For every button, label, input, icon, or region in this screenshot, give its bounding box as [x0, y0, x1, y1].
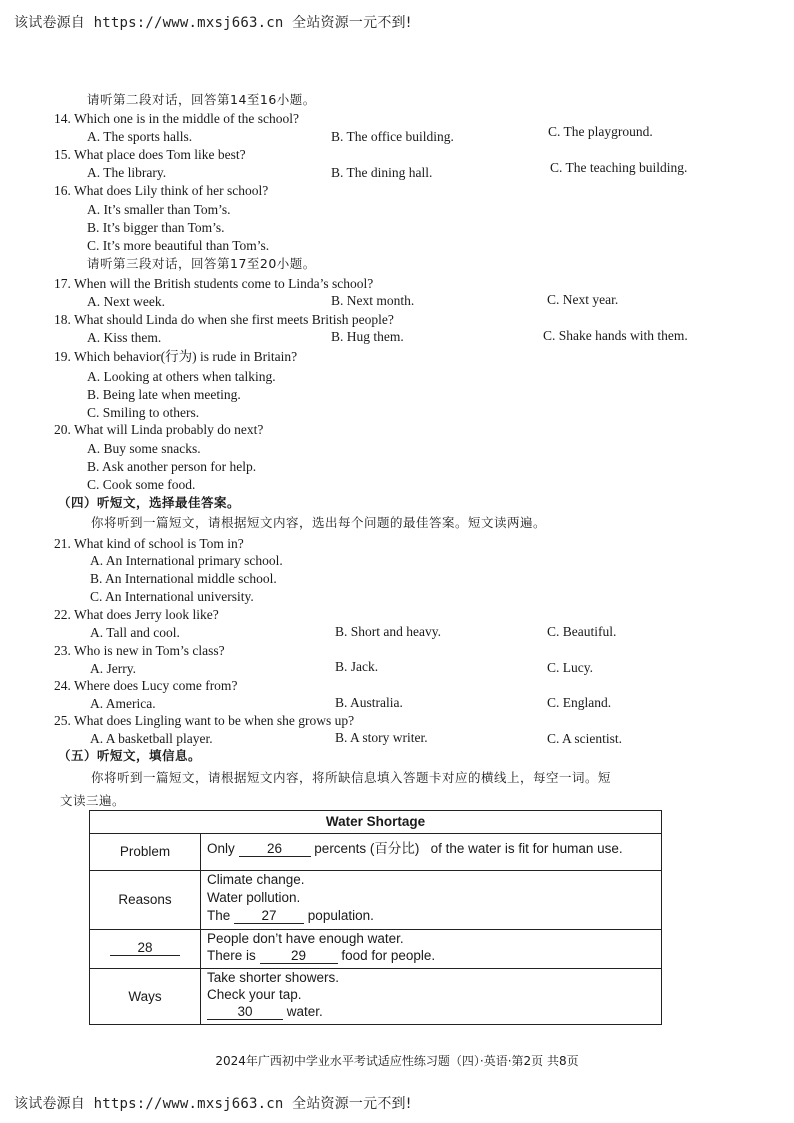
question-line: A. Tall and cool. [90, 625, 180, 640]
instruction-line: 你将听到一篇短文，请根据短文内容，选出每个问题的最佳答案。短文读两遍。 [91, 515, 547, 530]
ways-label: Ways [90, 968, 201, 1024]
question-line: C. Cook some food. [87, 477, 196, 492]
blank-28[interactable]: 28 [110, 941, 180, 956]
question-line: C. A scientist. [547, 731, 623, 746]
table-row-ways [90, 968, 661, 1024]
question-line: A. Jerry. [90, 661, 136, 676]
question-line: 21. What kind of school is Tom in? [54, 536, 244, 551]
question-line: 14. Which one is in the middle of the school? [54, 111, 299, 126]
problem-pre: Only [207, 841, 235, 856]
blank-29[interactable]: 29 [260, 949, 338, 964]
way-line-1: Take shorter showers. [207, 970, 340, 985]
instruction-line: （四）听短文，选择最佳答案。 [58, 495, 241, 510]
way-line-3 [207, 1004, 323, 1020]
blank-27[interactable]: 27 [234, 909, 304, 924]
problem-tail: of the water is fit for human use. [430, 841, 623, 856]
question-line: B. Next month. [331, 293, 415, 308]
question-line: B. A story writer. [335, 730, 428, 745]
problem-post: percents (百分比) [314, 841, 420, 856]
instruction-line: 请听第二段对话，回答第14至16小题。 [87, 92, 316, 107]
question-line: C. The playground. [548, 124, 653, 139]
question-line: B. It’s bigger than Tom’s. [87, 220, 225, 235]
watermark-label: 该试卷源自 [14, 15, 85, 31]
question-line: C. It’s more beautiful than Tom’s. [87, 238, 270, 253]
ways-cell [207, 968, 655, 1024]
effect-line-2 [207, 948, 435, 964]
instruction-line: （五）听短文，填信息。 [58, 748, 202, 763]
question-line: A. Looking at others when talking. [87, 369, 276, 384]
question-line: A. It’s smaller than Tom’s. [87, 202, 231, 217]
question-line: B. Hug them. [331, 329, 404, 344]
question-line: C. Smiling to others. [87, 405, 200, 420]
reason-line-3 [207, 908, 374, 924]
question-line: A. A basketball player. [90, 731, 213, 746]
problem-cell [207, 833, 655, 870]
question-line: 18. What should Linda do when she first meets British people? [54, 312, 394, 327]
question-line: B. Ask another person for help. [87, 459, 257, 474]
question-line: 24. Where does Lucy come from? [54, 678, 238, 693]
problem-text [207, 837, 623, 857]
reason-post: population. [307, 908, 374, 923]
watermark-url[interactable]: https://www.mxsj663.cn [93, 15, 284, 31]
question-line: B. The dining hall. [331, 165, 433, 180]
instruction-line: 文读三遍。 [60, 793, 126, 808]
watermark-url[interactable]: https://www.mxsj663.cn [93, 1096, 284, 1112]
blank-26[interactable]: 26 [239, 842, 311, 857]
question-line: A. An International primary school. [90, 553, 283, 568]
question-line: C. Beautiful. [547, 624, 617, 639]
effects-cell [207, 929, 655, 968]
question-line: 17. When will the British students come to Linda’s school? [54, 276, 374, 291]
question-line: B. Being late when meeting. [87, 387, 241, 402]
way-line-2: Check your tap. [207, 987, 302, 1002]
watermark-bottom [14, 1093, 412, 1113]
question-line: C. England. [547, 695, 612, 710]
question-line: C. Next year. [547, 292, 619, 307]
question-line: 19. Which behavior(行为) is rude in Britain? [54, 349, 298, 364]
reasons-label: Reasons [90, 870, 201, 929]
effects-label-cell [90, 929, 201, 968]
reason-line-1: Climate change. [207, 872, 305, 887]
effect-pre: There is [207, 948, 256, 963]
question-line: B. An International middle school. [90, 571, 277, 586]
question-line: A. Next week. [87, 294, 165, 309]
question-line: 15. What place does Tom like best? [54, 147, 246, 162]
table-row-reasons [90, 870, 661, 930]
question-line: B. Jack. [335, 659, 379, 674]
question-line: C. Lucy. [547, 660, 593, 675]
question-line: C. An International university. [90, 589, 254, 604]
page-footer: 2024年广西初中学业水平考试适应性练习题（四）·英语·第2页 共8页 [215, 1054, 579, 1068]
question-line: C. Shake hands with them. [543, 328, 688, 343]
problem-label: Problem [90, 833, 201, 870]
watermark-top [14, 12, 412, 32]
question-line: C. The teaching building. [550, 160, 688, 175]
effect-line-1: People don’t have enough water. [207, 931, 404, 946]
question-line: A. Buy some snacks. [87, 441, 201, 456]
question-line: A. Kiss them. [87, 330, 162, 345]
question-line: A. America. [90, 696, 156, 711]
watermark-label: 该试卷源自 [14, 1096, 85, 1112]
table-row-effects [90, 929, 661, 969]
question-line: B. Short and heavy. [335, 624, 441, 639]
reason-pre: The [207, 908, 231, 923]
question-line: 23. Who is new in Tom’s class? [54, 643, 225, 658]
question-line: 22. What does Jerry look like? [54, 607, 219, 622]
question-line: 16. What does Lily think of her school? [54, 183, 269, 198]
reason-line-2: Water pollution. [207, 890, 301, 905]
question-line: B. The office building. [331, 129, 454, 144]
way-post: water. [286, 1004, 323, 1019]
table-row-problem [90, 833, 661, 871]
effect-post: food for people. [341, 948, 436, 963]
question-line: 25. What does Lingling want to be when she grows up? [54, 713, 355, 728]
instruction-line: 你将听到一篇短文，请根据短文内容，将所缺信息填入答题卡对应的横线上，每空一词。短 [91, 770, 612, 785]
question-line: A. The library. [87, 165, 167, 180]
reasons-cell [207, 870, 655, 929]
instruction-line: 请听第三段对话，回答第17至20小题。 [87, 256, 316, 271]
watermark-slogan: 全站资源一元不到! [292, 15, 412, 31]
question-line: 20. What will Linda probably do next? [54, 422, 264, 437]
blank-30[interactable]: 30 [207, 1005, 283, 1020]
question-line: B. Australia. [335, 695, 403, 710]
table-title: Water Shortage [90, 811, 661, 834]
watermark-slogan: 全站资源一元不到! [292, 1096, 412, 1112]
question-line: A. The sports halls. [87, 129, 193, 144]
water-shortage-table [89, 810, 662, 1025]
